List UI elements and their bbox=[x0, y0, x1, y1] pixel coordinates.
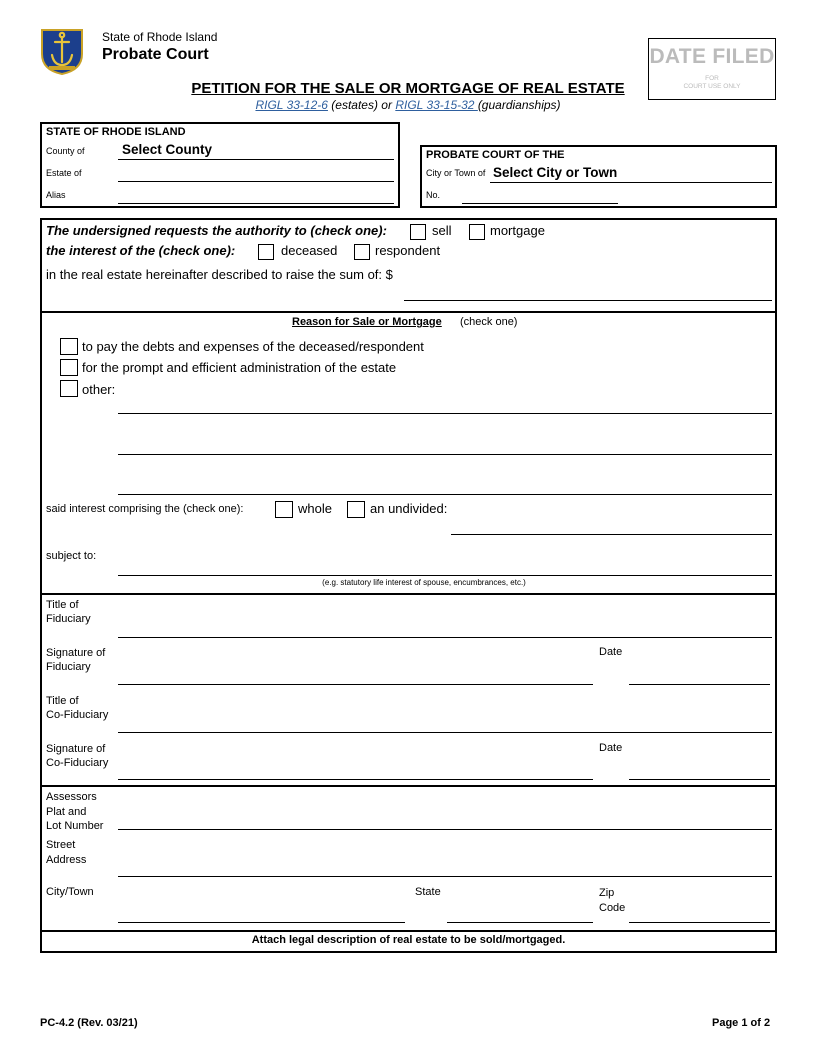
request-line3: in the real estate hereinafter described to raise the sum of: $ bbox=[46, 267, 393, 282]
form-title: PETITION FOR THE SALE OR MORTGAGE OF REAL ESTATE bbox=[191, 80, 625, 97]
reason-administration-checkbox[interactable] bbox=[60, 359, 78, 376]
respondent-label: respondent bbox=[375, 243, 441, 258]
mortgage-checkbox[interactable] bbox=[469, 224, 485, 240]
court-heading: PROBATE COURT OF THE bbox=[426, 149, 565, 161]
subject-input[interactable] bbox=[118, 575, 772, 576]
date-cofiduciary-label: Date bbox=[599, 742, 623, 754]
mortgage-label: mortgage bbox=[490, 223, 545, 238]
deceased-label: deceased bbox=[281, 243, 338, 258]
undivided-input[interactable] bbox=[451, 534, 772, 535]
zip-input[interactable] bbox=[629, 922, 770, 923]
city-town-input[interactable] bbox=[118, 922, 405, 923]
date-cofiduciary-input[interactable] bbox=[629, 779, 770, 780]
city-label: City or Town of bbox=[426, 168, 486, 178]
statute-text-2: (guardianships) bbox=[477, 98, 561, 112]
date-filed-label: DATE FILED bbox=[649, 45, 775, 68]
other-reason-input-3[interactable] bbox=[118, 494, 772, 495]
county-line bbox=[118, 159, 394, 160]
court-use-line1: FOR bbox=[705, 75, 719, 82]
divider bbox=[40, 785, 777, 787]
case-no-input[interactable] bbox=[462, 203, 618, 204]
reason-other-label: other: bbox=[82, 382, 116, 397]
sell-checkbox[interactable] bbox=[410, 224, 426, 240]
street-input[interactable] bbox=[118, 876, 772, 877]
reason-debts-label: to pay the debts and expenses of the deceased/respondent bbox=[82, 339, 424, 354]
request-line1: The undersigned requests the authority to (check one): bbox=[46, 223, 387, 238]
whole-label: whole bbox=[298, 501, 332, 516]
whole-checkbox[interactable] bbox=[275, 501, 293, 518]
date-filed-box bbox=[648, 38, 776, 100]
reason-heading: Reason for Sale or Mortgage bbox=[292, 316, 442, 328]
form-id: PC-4.2 (Rev. 03/21) bbox=[40, 1017, 138, 1029]
date-fiduciary-label: Date bbox=[599, 646, 623, 658]
state-heading: STATE OF RHODE ISLAND bbox=[46, 126, 186, 138]
city-select[interactable]: Select City or Town bbox=[493, 165, 618, 180]
title-cofiduciary-input[interactable] bbox=[118, 732, 772, 733]
alias-label: Alias bbox=[46, 190, 66, 200]
zip-label: Zip Code bbox=[599, 887, 626, 914]
state-name: State of Rhode Island bbox=[102, 30, 218, 44]
state-label: State bbox=[415, 886, 441, 898]
assessors-label: Assessors Plat and Lot Number bbox=[46, 791, 104, 832]
statute-link-guardianships[interactable]: RIGL 33-15-32 bbox=[395, 98, 478, 112]
title-fiduciary-label: Title of Fiduciary bbox=[46, 599, 91, 625]
amount-input[interactable] bbox=[404, 300, 772, 301]
other-reason-input-1[interactable] bbox=[118, 413, 772, 414]
subject-label: subject to: bbox=[46, 550, 97, 562]
court-name: Probate Court bbox=[102, 46, 209, 63]
state-input[interactable] bbox=[447, 922, 593, 923]
alias-input[interactable] bbox=[118, 203, 394, 204]
signature-fiduciary-input[interactable] bbox=[118, 684, 593, 685]
signature-cofiduciary-label: Signature of Co-Fiduciary bbox=[46, 743, 109, 769]
reason-heading-suffix: (check one) bbox=[460, 316, 518, 328]
estate-input[interactable] bbox=[118, 181, 394, 182]
title-fiduciary-input[interactable] bbox=[118, 637, 772, 638]
divider bbox=[40, 593, 777, 595]
undivided-checkbox[interactable] bbox=[347, 501, 365, 518]
respondent-checkbox[interactable] bbox=[354, 244, 370, 260]
title-cofiduciary-label: Title of Co-Fiduciary bbox=[46, 695, 109, 721]
interest-label: said interest comprising the (check one): bbox=[46, 503, 244, 515]
reason-administration-label: for the prompt and efficient administration of the estate bbox=[82, 360, 397, 375]
county-label: County of bbox=[46, 146, 85, 156]
attach-note: Attach legal description of real estate to be sold/mortgaged. bbox=[251, 934, 566, 946]
divider bbox=[40, 311, 777, 313]
date-fiduciary-input[interactable] bbox=[629, 684, 770, 685]
street-label: Street Address bbox=[46, 839, 87, 866]
page-number: Page 1 of 2 bbox=[712, 1017, 771, 1029]
city-line bbox=[490, 182, 772, 183]
signature-cofiduciary-input[interactable] bbox=[118, 779, 593, 780]
court-use-line2: COURT USE ONLY bbox=[683, 83, 741, 90]
statute-references bbox=[150, 98, 666, 112]
signature-fiduciary-label: Signature of Fiduciary bbox=[46, 647, 106, 673]
case-no-label: No. bbox=[426, 190, 441, 200]
statute-link-estates[interactable]: RIGL 33-12-6 bbox=[255, 98, 328, 112]
reason-other-checkbox[interactable] bbox=[60, 380, 78, 397]
reason-debts-checkbox[interactable] bbox=[60, 338, 78, 355]
other-reason-input-2[interactable] bbox=[118, 454, 772, 455]
request-line2: the interest of the (check one): bbox=[46, 243, 236, 258]
rhode-island-seal-icon bbox=[40, 26, 84, 76]
city-town-label: City/Town bbox=[46, 886, 94, 898]
divider bbox=[40, 930, 777, 932]
plat-lot-input[interactable] bbox=[118, 829, 772, 830]
statute-text-1: (estates) or bbox=[327, 98, 396, 112]
undivided-label: an undivided: bbox=[370, 501, 448, 516]
estate-label: Estate of bbox=[46, 168, 82, 178]
sell-label: sell bbox=[432, 223, 452, 238]
subject-hint: (e.g. statutory life interest of spouse, encumbrances, etc.) bbox=[322, 578, 526, 587]
county-select[interactable]: Select County bbox=[122, 142, 213, 157]
deceased-checkbox[interactable] bbox=[258, 244, 274, 260]
